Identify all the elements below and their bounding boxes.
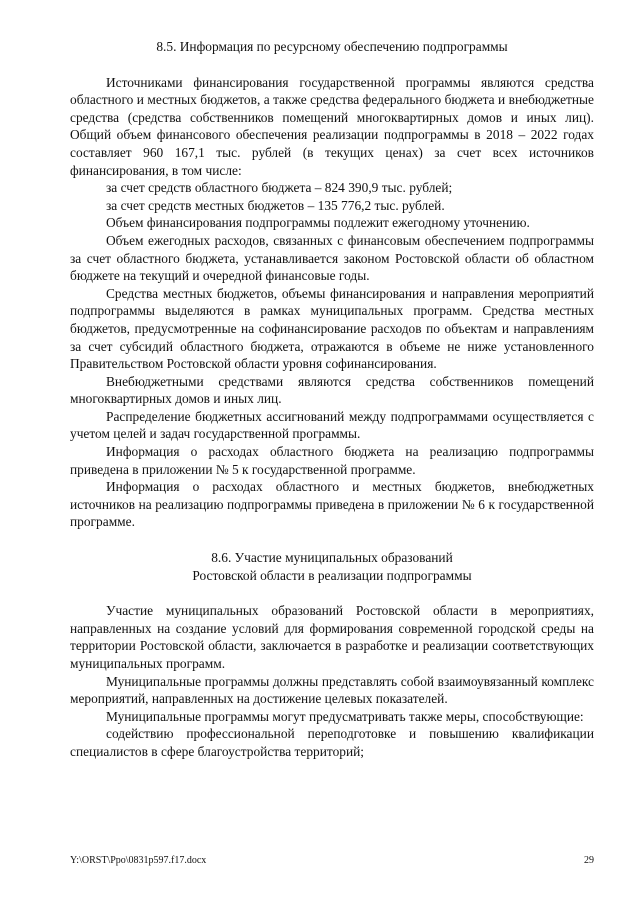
paragraph-allocation: Распределение бюджетных ассигнований между подпрограммами осуществляется с учетом целей и задач государственной программы. <box>70 408 594 442</box>
paragraph-annual-adjustment: Объем финансирования подпрограммы подлежит ежегодному уточнению. <box>106 215 530 231</box>
paragraph-regional-budget: за счет средств областного бюджета – 824 390,9 тыс. рублей; <box>106 180 453 196</box>
paragraph-local-budget: за счет средств местных бюджетов – 135 776,2 тыс. рублей. <box>106 197 445 213</box>
paragraph-extrabudgetary: Внебюджетными средствами являются средства собственников помещений многоквартирных домов и иных лиц. <box>70 373 594 407</box>
section-title-8-6 <box>70 549 594 584</box>
paragraph-municipal-participation: Участие муниципальных образований Ростовской области в мероприятиях, направленных на создание условий для формирования современной городской среды на территории Ростовской области, заключается в разработке и реализации соответствующих муниципальных программ. <box>70 603 594 671</box>
paragraph-municipal-programs: Муниципальные программы должны представлять собой взаимоувязанный комплекс мероприятий, направленных на достижение целевых показателей. <box>70 673 594 707</box>
page-number: 29 <box>584 855 594 866</box>
paragraph-annual-expenses: Объем ежегодных расходов, связанных с финансовым обеспечением подпрограммы за счет областного бюджета, устанавливается законом Ростовской области об областном бюджете на текущий и очередной финансовые годы. <box>70 232 594 284</box>
paragraph-appendix-6: Информация о расходах областного и местных бюджетов, внебюджетных источников на реализацию подпрограммы приведена в приложении № 6 к государственной программе. <box>70 479 594 530</box>
paragraph-measures: Муниципальные программы могут предусматривать также меры, способствующие: <box>106 708 584 724</box>
paragraph-local-funds: Средства местных бюджетов, объемы финансирования и направления мероприятий подпрограммы выделяются в рамках муниципальных программ. Средства местных бюджетов, предусмотренные на софинансирование расходов по объектам и направлениям за счет субсидий областного бюджета, отражаются в объеме не ниже установленного Правительством Ростовской области уровня софинансирования. <box>70 285 594 372</box>
section-title-line-2: Ростовской области в реализации подпрограммы <box>192 567 472 583</box>
section-title-line-1: 8.6. Участие муниципальных образований <box>211 550 453 566</box>
section-title-8-5: 8.5. Информация по ресурсному обеспечению подпрограммы <box>156 39 508 54</box>
footer-file-path: Y:\ORST\Ppo\0831p597.f17.docx <box>70 855 207 866</box>
paragraph-funding-sources: Источниками финансирования государственной программы являются средства областного и местных бюджетов, а также средства федерального бюджета и внебюджетные средства (средства собственников помещений многоквартирных домов и иных лиц). Общий объем финансового обеспечения реализации подпрограммы в 2018 – 2022 годах составляет 960 167,1 тыс. рублей (в текущих ценах) за счет всех источников финансирования, в том числе: <box>70 74 594 178</box>
paragraph-appendix-5: Информация о расходах областного бюджета на реализацию подпрограммы приведена в приложении № 5 к государственной программе. <box>70 444 594 477</box>
document-page <box>70 38 594 761</box>
paragraph-training: содействию профессиональной переподготовке и повышению квалификации специалистов в сфере благоустройства территорий; <box>70 726 594 759</box>
